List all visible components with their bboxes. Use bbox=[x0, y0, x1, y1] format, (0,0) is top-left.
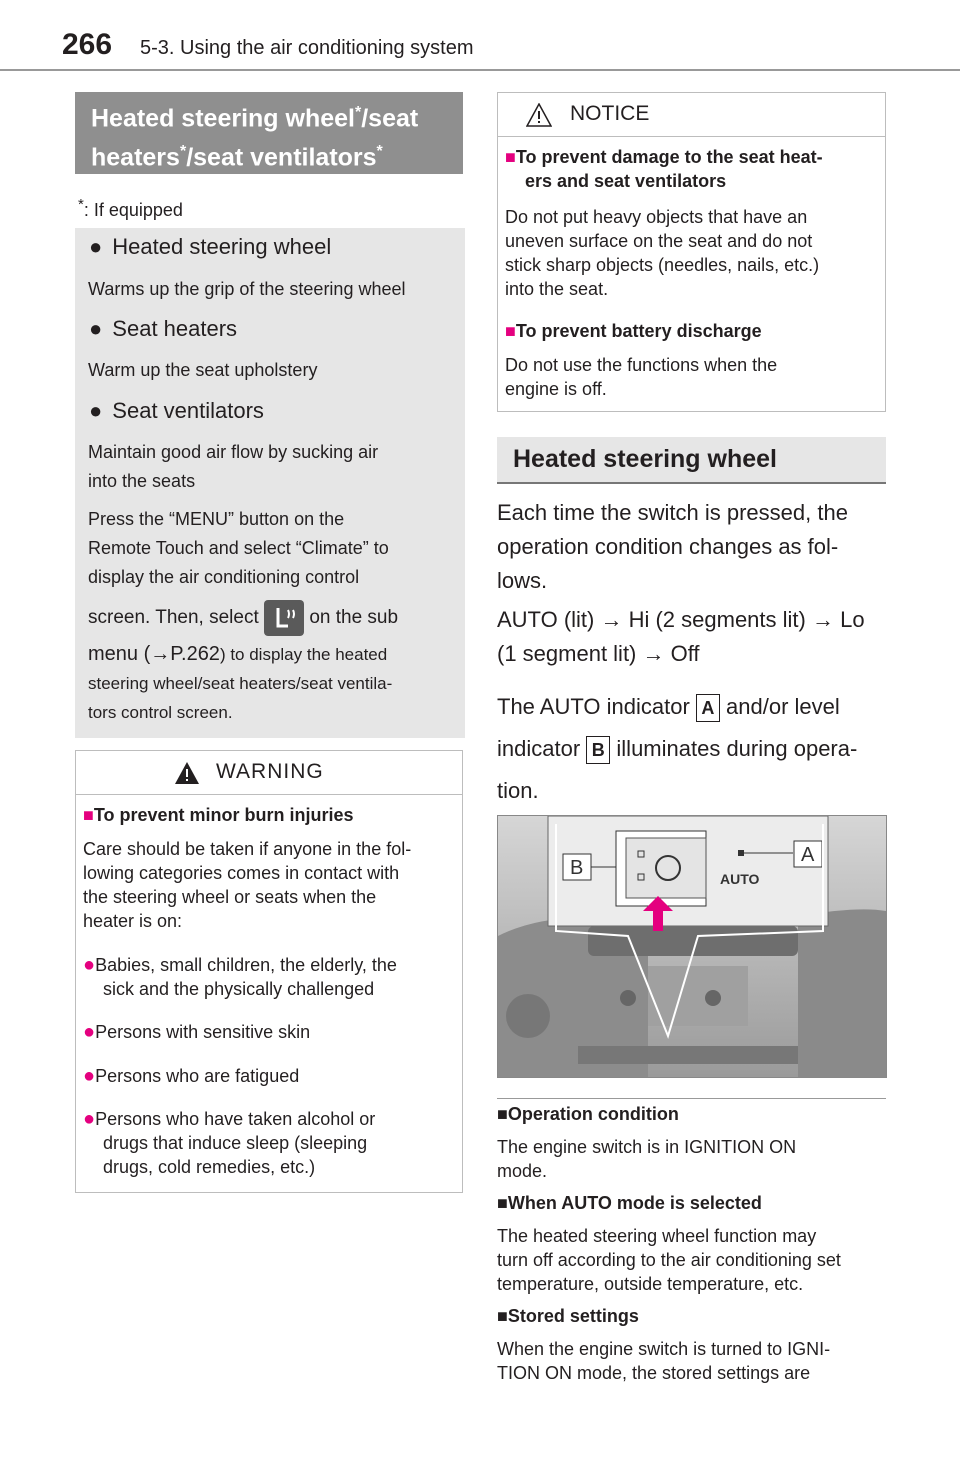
notice-heading: NOTICE bbox=[570, 102, 650, 125]
feature-3-desc: Maintain good air flow by sucking air into the seats bbox=[88, 442, 379, 491]
warning-heading: WARNING bbox=[216, 760, 324, 783]
header-rule bbox=[0, 69, 960, 71]
warning-item-2: ●Persons with sensitive skin bbox=[83, 1021, 311, 1043]
title-star-2: * bbox=[179, 143, 187, 161]
feature-2-title: ● Seat heaters bbox=[89, 316, 238, 341]
dashboard-illustration bbox=[498, 816, 886, 1077]
notice-sub-1: ■To prevent damage to the seat heat- ers and seat ventilators bbox=[505, 147, 823, 191]
note-1-text: The engine switch is in IGNITION ON mode. bbox=[497, 1137, 797, 1181]
warning-subheading: ■To prevent minor burn injuries bbox=[83, 805, 354, 825]
paragraph-2: AUTO (lit) → Hi (2 segments lit) → Lo (1 segment lit) → Off bbox=[497, 607, 865, 666]
feature-3-title: ● Seat ventilators bbox=[89, 398, 264, 423]
title-line2b: /seat ventilators bbox=[186, 143, 377, 172]
footnote bbox=[78, 196, 183, 221]
page-number: 266 bbox=[62, 28, 113, 61]
section-title: 5-3. Using the air conditioning system bbox=[140, 37, 474, 59]
warning-intro: Care should be taken if anyone in the fol- lowing categories comes in contact with the steering wheel or seats when the heater is on: bbox=[83, 839, 412, 931]
footnote-text: : If equipped bbox=[83, 200, 183, 220]
paragraph-1: Each time the switch is pressed, the operation condition changes as fol- lows. bbox=[497, 500, 848, 593]
chapter-title bbox=[75, 92, 463, 174]
note-3-heading: ■Stored settings bbox=[497, 1306, 639, 1326]
dashboard-figure bbox=[497, 815, 887, 1078]
figure-auto-text: AUTO bbox=[720, 871, 760, 887]
warning-item-4: ●Persons who have taken alcohol or drugs that induce sleep (sleeping drugs, cold remedies, etc.) bbox=[83, 1108, 376, 1177]
warning-item-3: ●Persons who are fatigued bbox=[83, 1065, 300, 1087]
instructions: Press the “MENU” button on the Remote Touch and select “Climate” to display the air conditioning control screen. Then, select on the sub menu (→P.262) to display the heated steering wheel/seat heaters/seat ventila- tors control screen. bbox=[88, 509, 399, 722]
warning-header bbox=[76, 751, 462, 795]
feature-1-desc: Warms up the grip of the steering wheel bbox=[88, 279, 406, 299]
warning-item-1: ●Babies, small children, the elderly, the sick and the physically challenged bbox=[83, 954, 397, 999]
seat-icon bbox=[264, 600, 304, 636]
features-panel bbox=[75, 228, 465, 738]
note-3-text: When the engine switch is turned to IGNI- TION ON mode, the stored settings are bbox=[497, 1339, 831, 1383]
figure-label-a: A bbox=[801, 844, 815, 866]
footnote-mark: * bbox=[78, 196, 84, 213]
notice-text-1: Do not put heavy objects that have an uneven surface on the seat and do not stick sharp objects (needles, nails, etc.) into the seat. bbox=[505, 207, 820, 299]
figure-label-b: B bbox=[570, 857, 584, 879]
warning-icon bbox=[174, 761, 200, 785]
notice-icon bbox=[526, 103, 552, 127]
notice-header bbox=[498, 93, 885, 137]
notice-text-2: Do not use the functions when the engine is off. bbox=[505, 355, 778, 399]
notice-box bbox=[497, 92, 886, 412]
title-star-3: * bbox=[376, 143, 383, 161]
note-1-heading: ■Operation condition bbox=[497, 1104, 679, 1124]
feature-2-desc: Warm up the seat upholstery bbox=[88, 360, 318, 380]
paragraph-3: The AUTO indicator A and/or level indicator B illuminates during opera- tion. bbox=[497, 694, 858, 803]
title-star: * bbox=[354, 104, 362, 121]
label-b: B bbox=[586, 736, 610, 764]
title-line2: heaters bbox=[91, 143, 180, 172]
label-a: A bbox=[696, 694, 720, 722]
note-2-text: The heated steering wheel function may turn off according to the air conditioning set temperature, outside temperature, etc. bbox=[497, 1226, 841, 1294]
notes-rule bbox=[497, 1098, 886, 1099]
notice-sub-2: ■To prevent battery discharge bbox=[505, 321, 762, 341]
feature-1-title: ● Heated steering wheel bbox=[89, 234, 332, 259]
title-line1: Heated steering wheel bbox=[91, 104, 355, 133]
warning-box bbox=[75, 750, 463, 1193]
notes bbox=[497, 1104, 892, 1385]
title-slash-seat: /seat bbox=[361, 104, 419, 133]
heated-wheel-title: Heated steering wheel bbox=[497, 437, 886, 484]
note-2-heading: ■When AUTO mode is selected bbox=[497, 1193, 762, 1213]
